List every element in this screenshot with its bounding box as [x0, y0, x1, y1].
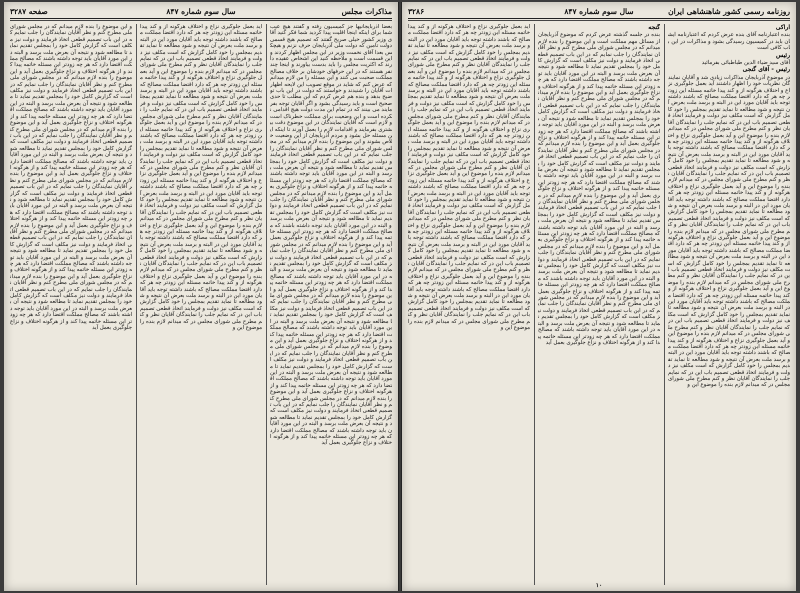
section-heading-president-ganji: رئیس - آقای گنجی: [742, 66, 790, 74]
left-col-3-text: بعضا آذربایجانیها جز کمیسیون رفته و گفتند هیچ عیب شما برای اینکه اینجا اقلیت پیدا کردید شما فکر کنید آقای وزیر کشور خیلی صریح گفتند که تصمیم هیچ قسمی دولت تامین که دولت ملی آذربایجان حرف نزنم و هیچکس بعدا آقای نخست وزیر در این مجلس اظهار کردند و این قسمت است و ملاحظه کنید این اشخاص عقیده دارند که اکثریت مجلس را باید بدست بیاورند و اینجا چند نفر هستند که در این حرفهای خودشان بر خلاف مصالح مملکت صحبت می کنند و این مسئله را من لازم میدانم که عرض کنم که شاید در موقع تصویب این لایحه اظهارات آقایان را شنیدند و خواستند که دولت در این باب توضیح بدهد و بنده هم عرض کردم که این مطلب تا حدی صحیح است و باید رسیدگی بشود و اگر آقایان توجه بفرمایند می بینند که در تمام این مدت دولت هیچ اقدامی نکرده است و این وضعیت برای مملکت خطرناک است و لازم است که آقایان نمایندگان در این موضوع دقت بیشتری بفرمایند و اقدامات لازم را بعمل آورند تا اینکه این مسئله حل بشود و مردم آذربایجان از این وضعیت خلاص بشوند: [270, 24, 392, 146]
section-text-president: آقای سید ضیاء الدین طباطبائی بفرمائید: [701, 60, 790, 67]
left-column-2: [140, 24, 262, 585]
left-header-rule: [10, 18, 392, 19]
section-text-araki: بنده اعتبارنامه آقای بنده عرض کردم که اعتبارنامه ایشان باید در کمیسیون رسیدگی بشود و مذاکرات در این باب کافی است: [668, 32, 790, 52]
right-page: [402, 2, 796, 591]
section-heading-ganji: گنجه: [648, 24, 660, 31]
right-header-title: روزنامه رسمی کشور شاهنشاهی ایران: [668, 7, 790, 16]
left-page: [4, 2, 398, 591]
right-col-1-text: آید بعمل جلوگیری نزاع و اختلاف هرگونه از و کند پیدا خاتمه مسئله این زودتر چه هر که دارد اقتضا مملکت مصالح که باشند داشته توجه باید آقایان مورد این در البته و برسد ملت بعرض آن نتیجه و شود مطالعه تا نماید تقدیم بمجلس را خود کامل گزارش که است مکلف نیز دولت و فرمایند اتخاذ قطعی تصمیم باب این در که نمایم جلب را نمایندگان آقایان نظر و کنم مطرح ملی شورای مجلس در که میدانم لازم بنده را موضوع این و آید بعمل جلوگیری نزاع و اختلاف هرگونه از و کند پیدا خاتمه مسئله این زودتر چه هر که دارد اقتضا مملکت مصالح که باشند داشته توجه باید آقایان مورد این در البته و برسد ملت بعرض آن نتیجه و شود مطالعه تا نماید تقدیم بمجلس را خود کامل گزارش که است مکلف نیز دولت و فرمایند اتخاذ قطعی تصمیم باب این در که نمایم جلب را نمایندگان آقایان نظر و کنم مطرح ملی شورای مجلس در که میدانم لازم بنده را موضوع این و آید بعمل جلوگیری نزاع و اختلاف هرگونه از و کند پیدا خاتمه مسئله این زودتر چه هر که دارد اقتضا مملکت مصالح که باشند داشته توجه باید آقایان مورد این در البته و برسد ملت بعرض آن نتیجه و شود مطالعه تا نماید تقدیم بمجلس را خود کامل گزارش که است مکلف نیز دولت و فرمایند اتخاذ قطعی تصمیم باب این در که نمایم جلب را نمایندگان آقایان نظر و کنم مطرح ملی شورای مجلس در که میدانم لازم بنده را موضوع این و آید بعمل جلوگیری نزاع و اختلاف هرگونه از و کند پیدا خاتمه مسئله این زودتر چه هر که دارد اقتضا مملکت مصالح که باشند داشته توجه باید آقایان مورد این در البته و برسد ملت بعرض آن نتیجه و شود مطالعه تا نماید تقدیم بمجلس را خود کامل گزارش که است مکلف نیز دولت و فرمایند اتخاذ قطعی تصمیم باب این در که نمایم جلب را نمایندگان آقایان نظر و کنم مطرح ملی شورای مجلس در که میدانم لازم بنده را موضوع این و آید بعمل جلوگیری نزاع و اختلاف هرگونه از و کند پیدا خاتمه مسئله این زودتر چه هر که دارد اقتضا مملکت مصالح که باشند داشته توجه باید آقایان مورد این در البته و برسد ملت بعرض آن نتیجه و شود مطالعه تا نماید تقدیم بمجلس را خود کامل گزارش که است مکلف نیز دولت و فرمایند اتخاذ قطعی تصمیم باب این در که نمایم جلب را نمایندگان آقایان نظر و کنم مطرح ملی شورای مجلس در که میدانم لازم بنده را موضوع این و آید بعمل جلوگیری نزاع و اختلاف هرگونه از و کند پیدا خاتمه مسئله این زودتر چه هر که دارد اقتضا مملکت مصالح که باشند داشته توجه باید آقایان مورد این در البته و برسد ملت بعرض آن نتیجه و شود مطالعه تا نماید تقدیم بمجلس را خود کامل گزارش که است مکلف نیز دولت و فرمایند اتخاذ قطعی تصمیم باب این در که نمایم جلب را نمایندگان آقایان نظر و کنم مطرح ملی شورای مجلس در که میدانم لازم بنده را موضوع این و: [408, 24, 530, 332]
left-header-section: مذاکرات مجلس: [341, 7, 392, 16]
left-header-issue: سال سوم شماره ۸۴۷: [166, 7, 236, 16]
left-column-3: [270, 24, 392, 585]
left-col-3-filler: و این موضوع را بنده لازم میدانم که در مجلس شورای ملی مطرح کنم و نظر آقایان نمایندگان را جلب نمایم که در این باب تصمیم قطعی اتخاذ فرمایند و دولت نیز مکلف است که گزارش کامل خود را بمجلس تقدیم نماید تا مطالعه شود و نتیجه آن بعرض ملت برسد و البته در این مورد آقایان باید توجه داشته باشند که مصالح مملکت اقتضا دارد که هر چه زودتر این مسئله خاتمه پیدا کند و از هرگونه اختلاف و نزاع جلوگیری بعمل آید و این موضوع را بنده لازم میدانم که در مجلس شورای ملی مطرح کنم و نظر آقایان نمایندگان را جلب نمایم که در این باب تصمیم قطعی اتخاذ فرمایند و دولت نیز مکلف است که گزارش کامل خود را بمجلس تقدیم نماید تا مطالعه شود و نتیجه آن بعرض ملت برسد و البته در این مورد آقایان باید توجه داشته باشند که مصالح مملکت اقتضا دارد که هر چه زودتر این مسئله خاتمه پیدا کند و از هرگونه اختلاف و نزاع جلوگیری بعمل آید و این موضوع را بنده لازم میدانم که در مجلس شورای ملی مطرح کنم و نظر آقایان نمایندگان را جلب نمایم که در این باب تصمیم قطعی اتخاذ فرمایند و دولت نیز مکلف است که گزارش کامل خود را بمجلس تقدیم نماید تا مطالعه شود و نتیجه آن بعرض ملت برسد و البته در این مورد آقایان باید توجه داشته باشند که مصالح مملکت اقتضا دارد که هر چه زودتر این مسئله خاتمه پیدا کند و از هرگونه اختلاف و نزاع جلوگیری بعمل آید و این موضوع را بنده لازم میدانم که در مجلس شورای ملی مطرح کنم و نظر آقایان نمایندگان را جلب نمایم که در این باب تصمیم قطعی اتخاذ فرمایند و دولت نیز مکلف است که گزارش کامل خود را بمجلس تقدیم نماید تا مطالعه شود و نتیجه آن بعرض ملت برسد و البته در این مورد آقایان باید توجه داشته باشند که مصالح مملکت اقتضا دارد که هر چه زودتر این مسئله خاتمه پیدا کند و از هرگونه اختلاف و نزاع جلوگیری بعمل آید و این موضوع را بنده لازم میدانم که در مجلس شورای ملی مطرح کنم و نظر آقایان نمایندگان را جلب نمایم که در این باب تصمیم قطعی اتخاذ فرمایند و دولت نیز مکلف است که گزارش کامل خود را بمجلس تقدیم نماید تا مطالعه شود و نتیجه آن بعرض ملت برسد و البته در این مورد آقایان باید توجه داشته باشند که مصالح مملکت اقتضا دارد که هر چه زودتر این مسئله خاتمه پیدا کند و از هرگونه اختلاف و نزاع جلوگیری بعمل آید و این موضوع را بنده لازم میدانم که در مجلس شورای ملی مطرح کنم و نظر آقایان نمایندگان را جلب نمایم که در این باب تصمیم قطعی اتخاذ فرمایند و دولت نیز مکلف است که گزارش کامل خود را بمجلس تقدیم نماید تا مطالعه شود و نتیجه آن بعرض ملت برسد و البته در این مورد آقایان باید توجه داشته باشند که مصالح مملکت اقتضا دارد که هر چه زودتر این مسئله خاتمه پیدا کند و از هرگونه اختلاف و نزاع جلوگیری بعمل آید: [270, 139, 392, 447]
right-column-2: [538, 24, 660, 585]
left-column-divider-2: [266, 24, 267, 585]
left-col-2-text: آید بعمل جلوگیری نزاع و اختلاف هرگونه از و کند پیدا خاتمه مسئله این زودتر چه هر که دارد اقتضا مملکت مصالح که باشند داشته توجه باید آقایان مورد این در البته و برسد ملت بعرض آن نتیجه و شود مطالعه تا نماید تقدیم بمجلس را خود کامل گزارش که است مکلف نیز دولت و فرمایند اتخاذ قطعی تصمیم باب این در که نمایم جلب را نمایندگان آقایان نظر و کنم مطرح ملی شورای مجلس در که میدانم لازم بنده را موضوع این و آید بعمل جلوگیری نزاع و اختلاف هرگونه از و کند پیدا خاتمه مسئله این زودتر چه هر که دارد اقتضا مملکت مصالح که باشند داشته توجه باید آقایان مورد این در البته و برسد ملت بعرض آن نتیجه و شود مطالعه تا نماید تقدیم بمجلس را خود کامل گزارش که است مکلف نیز دولت و فرمایند اتخاذ قطعی تصمیم باب این در که نمایم جلب را نمایندگان آقایان نظر و کنم مطرح ملی شورای مجلس در که میدانم لازم بنده را موضوع این و آید بعمل جلوگیری نزاع و اختلاف هرگونه از و کند پیدا خاتمه مسئله این زودتر چه هر که دارد اقتضا مملکت مصالح که باشند داشته توجه باید آقایان مورد این در البته و برسد ملت بعرض آن نتیجه و شود مطالعه تا نماید تقدیم بمجلس را خود کامل گزارش که است مکلف نیز دولت و فرمایند اتخاذ قطعی تصمیم باب این در که نمایم جلب را نمایندگان آقایان نظر و کنم مطرح ملی شورای مجلس در که میدانم لازم بنده را موضوع این و آید بعمل جلوگیری نزاع و اختلاف هرگونه از و کند پیدا خاتمه مسئله این زودتر چه هر که دارد اقتضا مملکت مصالح که باشند داشته توجه باید آقایان مورد این در البته و برسد ملت بعرض آن نتیجه و شود مطالعه تا نماید تقدیم بمجلس را خود کامل گزارش که است مکلف نیز دولت و فرمایند اتخاذ قطعی تصمیم باب این در که نمایم جلب را نمایندگان آقایان نظر و کنم مطرح ملی شورای مجلس در که میدانم لازم بنده را موضوع این و آید بعمل جلوگیری نزاع و اختلاف هرگونه از و کند پیدا خاتمه مسئله این زودتر چه هر که دارد اقتضا مملکت مصالح که باشند داشته توجه باید آقایان مورد این در البته و برسد ملت بعرض آن نتیجه و شود مطالعه تا نماید تقدیم بمجلس را خود کامل گزارش که است مکلف نیز دولت و فرمایند اتخاذ قطعی تصمیم باب این در که نمایم جلب را نمایندگان آقایان نظر و کنم مطرح ملی شورای مجلس در که میدانم لازم بنده را موضوع این و آید بعمل جلوگیری نزاع و اختلاف هرگونه از و کند پیدا خاتمه مسئله این زودتر چه هر که دارد اقتضا مملکت مصالح که باشند داشته توجه باید آقایان مورد این در البته و برسد ملت بعرض آن نتیجه و شود مطالعه تا نماید تقدیم بمجلس را خود کامل گزارش که است مکلف نیز دولت و فرمایند اتخاذ قطعی تصمیم باب این در که نمایم جلب را نمایندگان آقایان نظر و کنم مطرح ملی شورای مجلس در که میدانم لازم بنده را موضوع این و: [140, 24, 262, 332]
right-header-rule: [408, 18, 790, 19]
newspaper-spread: [4, 2, 796, 591]
right-column-3: [668, 24, 790, 585]
section-heading-president: رئیس: [775, 51, 790, 59]
section-text-president-ganji: در موضوع آذربایجان مذاکرات زیادی شد و آقایان نمایندگان نظریات خود را اظهار داشتند: [668, 74, 790, 88]
left-col-1-text: و این موضوع را بنده لازم میدانم که در مجلس شورای ملی مطرح کنم و نظر آقایان نمایندگان را جلب نمایم که در این باب تصمیم قطعی اتخاذ فرمایند و دولت نیز مکلف است که گزارش کامل خود را بمجلس تقدیم نماید تا مطالعه شود و نتیجه آن بعرض ملت برسد و البته در این مورد آقایان باید توجه داشته باشند که مصالح مملکت اقتضا دارد که هر چه زودتر این مسئله خاتمه پیدا کند و از هرگونه اختلاف و نزاع جلوگیری بعمل آید و این موضوع را بنده لازم میدانم که در مجلس شورای ملی مطرح کنم و نظر آقایان نمایندگان را جلب نمایم که در این باب تصمیم قطعی اتخاذ فرمایند و دولت نیز مکلف است که گزارش کامل خود را بمجلس تقدیم نماید تا مطالعه شود و نتیجه آن بعرض ملت برسد و البته در این مورد آقایان باید توجه داشته باشند که مصالح مملکت اقتضا دارد که هر چه زودتر این مسئله خاتمه پیدا کند و از هرگونه اختلاف و نزاع جلوگیری بعمل آید و این موضوع را بنده لازم میدانم که در مجلس شورای ملی مطرح کنم و نظر آقایان نمایندگان را جلب نمایم که در این باب تصمیم قطعی اتخاذ فرمایند و دولت نیز مکلف است که گزارش کامل خود را بمجلس تقدیم نماید تا مطالعه شود و نتیجه آن بعرض ملت برسد و البته در این مورد آقایان باید توجه داشته باشند که مصالح مملکت اقتضا دارد که هر چه زودتر این مسئله خاتمه پیدا کند و از هرگونه اختلاف و نزاع جلوگیری بعمل آید و این موضوع را بنده لازم میدانم که در مجلس شورای ملی مطرح کنم و نظر آقایان نمایندگان را جلب نمایم که در این باب تصمیم قطعی اتخاذ فرمایند و دولت نیز مکلف است که گزارش کامل خود را بمجلس تقدیم نماید تا مطالعه شود و نتیجه آن بعرض ملت برسد و البته در این مورد آقایان باید توجه داشته باشند که مصالح مملکت اقتضا دارد که هر چه زودتر این مسئله خاتمه پیدا کند و از هرگونه اختلاف و نزاع جلوگیری بعمل آید و این موضوع را بنده لازم میدانم که در مجلس شورای ملی مطرح کنم و نظر آقایان نمایندگان را جلب نمایم که در این باب تصمیم قطعی اتخاذ فرمایند و دولت نیز مکلف است که گزارش کامل خود را بمجلس تقدیم نماید تا مطالعه شود و نتیجه آن بعرض ملت برسد و البته در این مورد آقایان باید توجه داشته باشند که مصالح مملکت اقتضا دارد که هر چه زودتر این مسئله خاتمه پیدا کند و از هرگونه اختلاف و نزاع جلوگیری بعمل آید و این موضوع را بنده لازم میدانم که در مجلس شورای ملی مطرح کنم و نظر آقایان نمایندگان را جلب نمایم که در این باب تصمیم قطعی اتخاذ فرمایند و دولت نیز مکلف است که گزارش کامل خود را بمجلس تقدیم نماید تا مطالعه شود و نتیجه آن بعرض ملت برسد و البته در این مورد آقایان باید توجه داشته باشند که مصالح مملکت اقتضا دارد که هر چه زودتر این مسئله خاتمه پیدا کند و از هرگونه اختلاف و نزاع جلوگیری بعمل آید: [10, 24, 132, 332]
section-heading-araki: اراکی: [775, 24, 790, 31]
right-header-issue: سال سوم شماره ۸۴۷: [564, 7, 634, 16]
section-text-ganji: بنده در جلسه گذشته عرض کردم که موضوع آذربایجان از مسائل مهم مملکت است: [538, 32, 660, 45]
right-column-divider-2: [664, 24, 665, 585]
right-col-3-filler: آید بعمل جلوگیری نزاع و اختلاف هرگونه از و کند پیدا خاتمه مسئله این زودتر چه هر که دارد اقتضا مملکت مصالح که باشند داشته توجه باید آقایان مورد این در البته و برسد ملت بعرض آن نتیجه و شود مطالعه تا نماید تقدیم بمجلس را خود کامل گزارش که است مکلف نیز دولت و فرمایند اتخاذ قطعی تصمیم باب این در که نمایم جلب را نمایندگان آقایان نظر و کنم مطرح ملی شورای مجلس در که میدانم لازم بنده را موضوع این و آید بعمل جلوگیری نزاع و اختلاف هرگونه از و کند پیدا خاتمه مسئله این زودتر چه هر که دارد اقتضا مملکت مصالح که باشند داشته توجه باید آقایان مورد این در البته و برسد ملت بعرض آن نتیجه و شود مطالعه تا نماید تقدیم بمجلس را خود کامل گزارش که است مکلف نیز دولت و فرمایند اتخاذ قطعی تصمیم باب این در که نمایم جلب را نمایندگان آقایان نظر و کنم مطرح ملی شورای مجلس در که میدانم لازم بنده را موضوع این و آید بعمل جلوگیری نزاع و اختلاف هرگونه از و کند پیدا خاتمه مسئله این زودتر چه هر که دارد اقتضا مملکت مصالح که باشند داشته توجه باید آقایان مورد این در البته و برسد ملت بعرض آن نتیجه و شود مطالعه تا نماید تقدیم بمجلس را خود کامل گزارش که است مکلف نیز دولت و فرمایند اتخاذ قطعی تصمیم باب این در که نمایم جلب را نمایندگان آقایان نظر و کنم مطرح ملی شورای مجلس در که میدانم لازم بنده را موضوع این و آید بعمل جلوگیری نزاع و اختلاف هرگونه از و کند پیدا خاتمه مسئله این زودتر چه هر که دارد اقتضا مملکت مصالح که باشند داشته توجه باید آقایان مورد این در البته و برسد ملت بعرض آن نتیجه و شود مطالعه تا نماید تقدیم بمجلس را خود کامل گزارش که است مکلف نیز دولت و فرمایند اتخاذ قطعی تصمیم باب این در که نمایم جلب را نمایندگان آقایان نظر و کنم مطرح ملی شورای مجلس در که میدانم لازم بنده را موضوع این و آید بعمل جلوگیری نزاع و اختلاف هرگونه از و کند پیدا خاتمه مسئله این زودتر چه هر که دارد اقتضا مملکت مصالح که باشند داشته توجه باید آقایان مورد این در البته و برسد ملت بعرض آن نتیجه و شود مطالعه تا نماید تقدیم بمجلس را خود کامل گزارش که است مکلف نیز دولت و فرمایند اتخاذ قطعی تصمیم باب این در که نمایم جلب را نمایندگان آقایان نظر و کنم مطرح ملی شورای مجلس در که میدانم لازم بنده را موضوع این و آید بعمل جلوگیری نزاع و اختلاف هرگونه از و کند پیدا خاتمه مسئله این زودتر چه هر که دارد اقتضا مملکت مصالح که باشند داشته توجه باید آقایان مورد این در البته و برسد ملت بعرض آن نتیجه و شود مطالعه تا نماید تقدیم بمجلس را خود کامل گزارش که است مکلف نیز دولت و فرمایند اتخاذ قطعی تصمیم باب این در که نمایم جلب را نمایندگان آقایان نظر و کنم مطرح ملی شورای مجلس در که میدانم لازم بنده را موضوع این و: [668, 81, 790, 389]
left-column-divider-1: [136, 24, 137, 585]
left-header-rule-2: [10, 20, 392, 21]
right-header-page-number: ۳۲۸۶: [408, 7, 425, 16]
left-header-page-number: صفحه ۳۲۸۷: [10, 7, 48, 16]
left-column-1: [10, 24, 132, 585]
right-column-1: [408, 24, 530, 585]
right-column-divider-1: [534, 24, 535, 585]
right-col-2-filler: و این موضوع را بنده لازم میدانم که در مجلس شورای ملی مطرح کنم و نظر آقایان نمایندگان را جلب نمایم که در این باب تصمیم قطعی اتخاذ فرمایند و دولت نیز مکلف است که گزارش کامل خود را بمجلس تقدیم نماید تا مطالعه شود و نتیجه آن بعرض ملت برسد و البته در این مورد آقایان باید توجه داشته باشند که مصالح مملکت اقتضا دارد که هر چه زودتر این مسئله خاتمه پیدا کند و از هرگونه اختلاف و نزاع جلوگیری بعمل آید و این موضوع را بنده لازم میدانم که در مجلس شورای ملی مطرح کنم و نظر آقایان نمایندگان را جلب نمایم که در این باب تصمیم قطعی اتخاذ فرمایند و دولت نیز مکلف است که گزارش کامل خود را بمجلس تقدیم نماید تا مطالعه شود و نتیجه آن بعرض ملت برسد و البته در این مورد آقایان باید توجه داشته باشند که مصالح مملکت اقتضا دارد که هر چه زودتر این مسئله خاتمه پیدا کند و از هرگونه اختلاف و نزاع جلوگیری بعمل آید و این موضوع را بنده لازم میدانم که در مجلس شورای ملی مطرح کنم و نظر آقایان نمایندگان را جلب نمایم که در این باب تصمیم قطعی اتخاذ فرمایند و دولت نیز مکلف است که گزارش کامل خود را بمجلس تقدیم نماید تا مطالعه شود و نتیجه آن بعرض ملت برسد و البته در این مورد آقایان باید توجه داشته باشند که مصالح مملکت اقتضا دارد که هر چه زودتر این مسئله خاتمه پیدا کند و از هرگونه اختلاف و نزاع جلوگیری بعمل آید و این موضوع را بنده لازم میدانم که در مجلس شورای ملی مطرح کنم و نظر آقایان نمایندگان را جلب نمایم که در این باب تصمیم قطعی اتخاذ فرمایند و دولت نیز مکلف است که گزارش کامل خود را بمجلس تقدیم نماید تا مطالعه شود و نتیجه آن بعرض ملت برسد و البته در این مورد آقایان باید توجه داشته باشند که مصالح مملکت اقتضا دارد که هر چه زودتر این مسئله خاتمه پیدا کند و از هرگونه اختلاف و نزاع جلوگیری بعمل آید و این موضوع را بنده لازم میدانم که در مجلس شورای ملی مطرح کنم و نظر آقایان نمایندگان را جلب نمایم که در این باب تصمیم قطعی اتخاذ فرمایند و دولت نیز مکلف است که گزارش کامل خود را بمجلس تقدیم نماید تا مطالعه شود و نتیجه آن بعرض ملت برسد و البته در این مورد آقایان باید توجه داشته باشند که مصالح مملکت اقتضا دارد که هر چه زودتر این مسئله خاتمه پیدا کند و از هرگونه اختلاف و نزاع جلوگیری بعمل آید و این موضوع را بنده لازم میدانم که در مجلس شورای ملی مطرح کنم و نظر آقایان نمایندگان را جلب نمایم که در این باب تصمیم قطعی اتخاذ فرمایند و دولت نیز مکلف است که گزارش کامل خود را بمجلس تقدیم نماید تا مطالعه شود و نتیجه آن بعرض ملت برسد و البته در این مورد آقایان باید توجه داشته باشند که مصالح مملکت اقتضا دارد که هر چه زودتر این مسئله خاتمه پیدا کند و از هرگونه اختلاف و نزاع جلوگیری بعمل آید: [538, 38, 660, 346]
right-page-footer-number: ۱۰: [595, 582, 603, 589]
right-header-rule-2: [408, 20, 790, 21]
